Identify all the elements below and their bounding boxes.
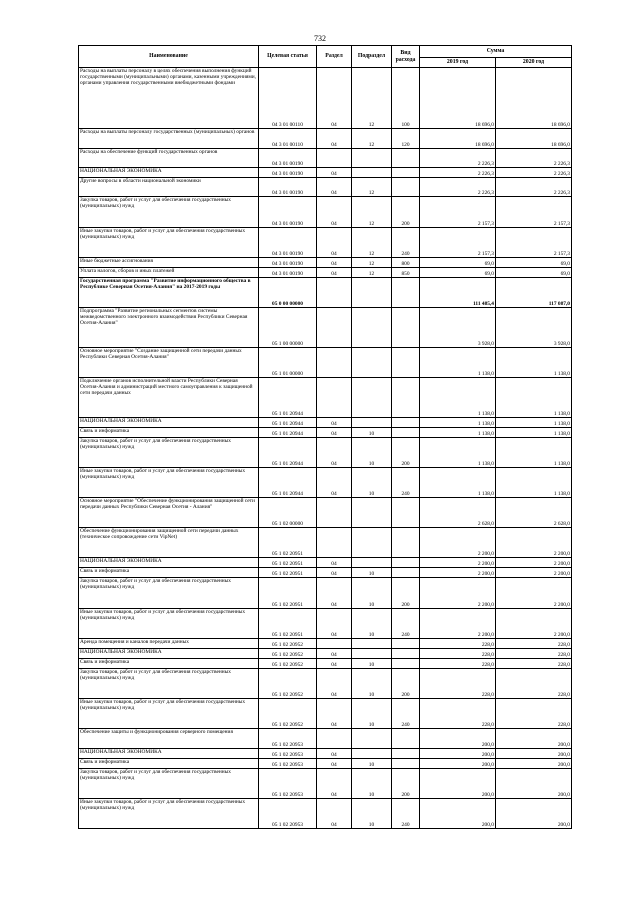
cell-target: 05 1 02 20953 — [259, 799, 317, 829]
cell-2020: 2 200,0 — [496, 578, 572, 609]
cell-2020: 2 226,3 — [496, 168, 572, 178]
header-subsection: Подраздел — [352, 46, 392, 68]
cell-exp-type — [392, 428, 420, 438]
cell-section — [317, 278, 352, 308]
table-row — [79, 498, 572, 528]
cell-subsection — [352, 348, 392, 378]
table-row — [79, 278, 572, 308]
cell-subsection: 10 — [352, 659, 392, 669]
cell-2020: 200,0 — [496, 759, 572, 769]
cell-subsection — [352, 418, 392, 428]
cell-exp-type — [392, 749, 420, 759]
cell-name: Закупка товаров, работ и услуг для обеспечения государственных (муниципальных) нужд — [79, 669, 259, 699]
cell-subsection: 12 — [352, 129, 392, 149]
cell-2019: 1 138,0 — [420, 468, 496, 498]
cell-exp-type — [392, 278, 420, 308]
cell-target: 05 0 00 00000 — [259, 278, 317, 308]
cell-section: 04 — [317, 228, 352, 258]
table-row — [79, 609, 572, 639]
cell-2020: 2 200,0 — [496, 609, 572, 639]
cell-2019: 1 138,0 — [420, 348, 496, 378]
table-row — [79, 129, 572, 149]
cell-name: Иные закупки товаров, работ и услуг для обеспечения государственных (муниципальных) нужд — [79, 799, 259, 829]
cell-section — [317, 348, 352, 378]
cell-name: Иные закупки товаров, работ и услуг для обеспечения государственных (муниципальных) нужд — [79, 228, 259, 258]
table-row — [79, 428, 572, 438]
cell-2020: 228,0 — [496, 639, 572, 649]
cell-section: 04 — [317, 197, 352, 228]
cell-exp-type: 200 — [392, 197, 420, 228]
cell-name: Закупка товаров, работ и услуг для обеспечения государственных (муниципальных) нужд — [79, 578, 259, 609]
cell-name: Иные закупки товаров, работ и услуг для обеспечения государственных (муниципальных) нужд — [79, 468, 259, 498]
cell-exp-type — [392, 308, 420, 348]
cell-2019: 2 200,0 — [420, 528, 496, 558]
cell-target: 05 1 02 20953 — [259, 759, 317, 769]
cell-target: 04 3 01 00110 — [259, 129, 317, 149]
cell-exp-type: 100 — [392, 68, 420, 129]
table-row — [79, 258, 572, 268]
cell-section: 04 — [317, 799, 352, 829]
cell-exp-type — [392, 168, 420, 178]
cell-target: 05 1 01 00000 — [259, 348, 317, 378]
cell-target: 05 1 02 20953 — [259, 749, 317, 759]
cell-target: 05 1 01 20944 — [259, 428, 317, 438]
cell-name: Иные бюджетные ассигнования — [79, 258, 259, 268]
cell-name: Расходы на выплаты персоналу государственных (муниципальных) органов — [79, 129, 259, 149]
cell-2020: 18 696,0 — [496, 68, 572, 129]
cell-exp-type — [392, 759, 420, 769]
table-row — [79, 578, 572, 609]
cell-2019: 2 157,3 — [420, 197, 496, 228]
table-row — [79, 468, 572, 498]
cell-section: 04 — [317, 438, 352, 468]
table-row — [79, 418, 572, 428]
cell-target: 05 1 01 20944 — [259, 468, 317, 498]
cell-name: Иные закупки товаров, работ и услуг для обеспечения государственных (муниципальных) нужд — [79, 699, 259, 729]
cell-section: 04 — [317, 168, 352, 178]
cell-section: 04 — [317, 129, 352, 149]
cell-exp-type: 850 — [392, 268, 420, 278]
header-exp-type: Вид расхода — [392, 46, 420, 68]
cell-name: Закупка товаров, работ и услуг для обеспечения государственных (муниципальных) нужд — [79, 438, 259, 468]
page-number: 732 — [314, 34, 326, 43]
cell-subsection: 12 — [352, 178, 392, 197]
cell-2019: 2 200,0 — [420, 609, 496, 639]
cell-2020: 1 138,0 — [496, 428, 572, 438]
cell-subsection — [352, 378, 392, 418]
cell-section — [317, 729, 352, 749]
table-row — [79, 528, 572, 558]
cell-2019: 2 226,3 — [420, 149, 496, 168]
cell-name: Расходы на обеспечение функций государственных органов — [79, 149, 259, 168]
table-row — [79, 639, 572, 649]
cell-2019: 2 200,0 — [420, 558, 496, 568]
cell-exp-type — [392, 178, 420, 197]
cell-subsection: 10 — [352, 578, 392, 609]
cell-2020: 2 157,3 — [496, 228, 572, 258]
cell-subsection — [352, 149, 392, 168]
header-target: Целевая статья — [259, 46, 317, 68]
cell-section — [317, 378, 352, 418]
cell-subsection: 12 — [352, 228, 392, 258]
table-row — [79, 268, 572, 278]
cell-2019: 2 200,0 — [420, 568, 496, 578]
cell-target: 04 3 01 00190 — [259, 228, 317, 258]
cell-name: Подключение органов исполнительной власти Республики Северная Осетия-Алания и администраций местного самоуправления к защищенной сети передачи данных — [79, 378, 259, 418]
table-row — [79, 769, 572, 799]
cell-section: 04 — [317, 769, 352, 799]
budget-table — [78, 45, 572, 829]
cell-2020: 200,0 — [496, 799, 572, 829]
cell-target: 05 1 01 20944 — [259, 438, 317, 468]
cell-target: 04 3 01 00190 — [259, 178, 317, 197]
cell-2019: 2 226,3 — [420, 168, 496, 178]
cell-2019: 69,0 — [420, 268, 496, 278]
cell-target: 04 3 01 00110 — [259, 68, 317, 129]
cell-2019: 228,0 — [420, 699, 496, 729]
cell-subsection: 10 — [352, 428, 392, 438]
cell-2019: 200,0 — [420, 759, 496, 769]
table-row — [79, 149, 572, 168]
cell-name: Связь и информатика — [79, 428, 259, 438]
cell-name: Связь и информатика — [79, 568, 259, 578]
cell-target: 04 3 01 00190 — [259, 168, 317, 178]
cell-section: 04 — [317, 578, 352, 609]
cell-target: 04 3 01 00190 — [259, 268, 317, 278]
cell-2020: 228,0 — [496, 649, 572, 659]
table-row — [79, 568, 572, 578]
cell-exp-type — [392, 558, 420, 568]
cell-2019: 228,0 — [420, 669, 496, 699]
cell-2020: 2 226,3 — [496, 178, 572, 197]
cell-subsection — [352, 749, 392, 759]
table-row — [79, 68, 572, 129]
cell-2020: 228,0 — [496, 699, 572, 729]
cell-exp-type — [392, 729, 420, 749]
cell-subsection — [352, 649, 392, 659]
cell-2020: 69,0 — [496, 258, 572, 268]
cell-2019: 18 696,0 — [420, 129, 496, 149]
cell-name: Основное мероприятие "Создание защищенной сети передачи данных Республики Северная Осетия-Алания" — [79, 348, 259, 378]
cell-subsection: 12 — [352, 268, 392, 278]
cell-subsection: 12 — [352, 68, 392, 129]
cell-target: 05 1 02 00000 — [259, 498, 317, 528]
cell-name: Уплата налогов, сборов и иных платежей — [79, 268, 259, 278]
cell-2020: 18 696,0 — [496, 129, 572, 149]
table-row — [79, 438, 572, 468]
cell-name: НАЦИОНАЛЬНАЯ ЭКОНОМИКА — [79, 418, 259, 428]
cell-exp-type — [392, 659, 420, 669]
cell-2019: 1 138,0 — [420, 378, 496, 418]
table-row — [79, 348, 572, 378]
cell-name: Закупка товаров, работ и услуг для обеспечения государственных (муниципальных) нужд — [79, 769, 259, 799]
table-row — [79, 799, 572, 829]
cell-2020: 200,0 — [496, 769, 572, 799]
cell-subsection: 10 — [352, 769, 392, 799]
cell-target: 05 1 02 20952 — [259, 649, 317, 659]
cell-section: 04 — [317, 178, 352, 197]
cell-section — [317, 528, 352, 558]
cell-2020: 200,0 — [496, 729, 572, 749]
table-row — [79, 649, 572, 659]
cell-target: 05 1 02 20953 — [259, 769, 317, 799]
cell-2020: 117 087,0 — [496, 278, 572, 308]
cell-name: Обеспечение защиты и функционирования серверного помещения — [79, 729, 259, 749]
cell-2019: 228,0 — [420, 639, 496, 649]
cell-section: 04 — [317, 428, 352, 438]
table-row — [79, 659, 572, 669]
cell-target: 04 3 01 00190 — [259, 149, 317, 168]
cell-section: 04 — [317, 68, 352, 129]
cell-2019: 18 696,0 — [420, 68, 496, 129]
cell-target: 04 3 01 00190 — [259, 258, 317, 268]
cell-section: 04 — [317, 759, 352, 769]
cell-subsection: 10 — [352, 609, 392, 639]
cell-exp-type: 120 — [392, 129, 420, 149]
cell-subsection — [352, 558, 392, 568]
cell-2019: 200,0 — [420, 769, 496, 799]
cell-subsection — [352, 498, 392, 528]
header-section: Раздел — [317, 46, 352, 68]
cell-2020: 2 200,0 — [496, 568, 572, 578]
cell-section: 04 — [317, 468, 352, 498]
cell-exp-type: 240 — [392, 228, 420, 258]
cell-subsection: 10 — [352, 799, 392, 829]
cell-name: НАЦИОНАЛЬНАЯ ЭКОНОМИКА — [79, 168, 259, 178]
cell-target: 05 1 02 20952 — [259, 699, 317, 729]
cell-2020: 1 138,0 — [496, 438, 572, 468]
cell-target: 05 1 02 20951 — [259, 568, 317, 578]
cell-name: Основное мероприятие "Обеспечение функционирования защищенной сети передачи данных Республики Северная Осетия - Алания" — [79, 498, 259, 528]
cell-section — [317, 149, 352, 168]
cell-section: 04 — [317, 258, 352, 268]
cell-target: 05 1 02 20952 — [259, 639, 317, 649]
cell-exp-type: 200 — [392, 438, 420, 468]
cell-name: Расходы на выплаты персоналу в целях обеспечения выполнения функций государственными (муниципальными) органами, казенными учреждениями, органами управления государственными внебюджетными фондами — [79, 68, 259, 129]
cell-exp-type — [392, 418, 420, 428]
cell-section: 04 — [317, 749, 352, 759]
cell-section — [317, 639, 352, 649]
cell-2020: 1 138,0 — [496, 348, 572, 378]
cell-exp-type — [392, 149, 420, 168]
cell-name: Аренда помещения и каналов передачи данных — [79, 639, 259, 649]
cell-section — [317, 498, 352, 528]
cell-2020: 3 928,0 — [496, 308, 572, 348]
cell-2019: 2 200,0 — [420, 578, 496, 609]
cell-section: 04 — [317, 669, 352, 699]
cell-section: 04 — [317, 659, 352, 669]
table-row — [79, 308, 572, 348]
cell-2020: 2 226,3 — [496, 149, 572, 168]
cell-exp-type: 240 — [392, 699, 420, 729]
table-row — [79, 178, 572, 197]
cell-target: 05 1 02 20953 — [259, 729, 317, 749]
cell-section: 04 — [317, 268, 352, 278]
cell-2020: 2 157,3 — [496, 197, 572, 228]
cell-target: 05 1 01 20944 — [259, 378, 317, 418]
cell-subsection — [352, 308, 392, 348]
cell-name: НАЦИОНАЛЬНАЯ ЭКОНОМИКА — [79, 649, 259, 659]
table-body — [79, 68, 572, 829]
cell-2020: 1 138,0 — [496, 418, 572, 428]
cell-name: Закупка товаров, работ и услуг для обеспечения государственных (муниципальных) нужд — [79, 197, 259, 228]
cell-name: Подпрограмма "Развитие региональных сегментов системы межведомственного электронного взаимодействия Республики Северная Осетия-Алания" — [79, 308, 259, 348]
cell-section: 04 — [317, 609, 352, 639]
cell-2019: 111 485,4 — [420, 278, 496, 308]
cell-exp-type: 240 — [392, 799, 420, 829]
cell-target: 05 1 02 20951 — [259, 578, 317, 609]
cell-name: Государственная программа "Развитие информационного общества в Республике Северная Осетия-Алания" на 2017-2019 годы — [79, 278, 259, 308]
cell-exp-type: 240 — [392, 468, 420, 498]
cell-exp-type — [392, 568, 420, 578]
cell-2019: 1 138,0 — [420, 428, 496, 438]
cell-2019: 228,0 — [420, 659, 496, 669]
cell-2020: 1 138,0 — [496, 378, 572, 418]
cell-name: Иные закупки товаров, работ и услуг для обеспечения государственных (муниципальных) нужд — [79, 609, 259, 639]
cell-subsection: 10 — [352, 468, 392, 498]
cell-subsection — [352, 729, 392, 749]
cell-2019: 69,0 — [420, 258, 496, 268]
cell-2019: 2 226,3 — [420, 178, 496, 197]
cell-name: НАЦИОНАЛЬНАЯ ЭКОНОМИКА — [79, 749, 259, 759]
table-row — [79, 729, 572, 749]
cell-2020: 2 200,0 — [496, 528, 572, 558]
cell-exp-type: 200 — [392, 669, 420, 699]
table-row — [79, 228, 572, 258]
cell-name: НАЦИОНАЛЬНАЯ ЭКОНОМИКА — [79, 558, 259, 568]
cell-subsection: 10 — [352, 568, 392, 578]
cell-section — [317, 308, 352, 348]
cell-subsection: 10 — [352, 699, 392, 729]
cell-exp-type — [392, 378, 420, 418]
cell-2019: 228,0 — [420, 649, 496, 659]
table-row — [79, 378, 572, 418]
cell-exp-type — [392, 649, 420, 659]
cell-name: Обеспечение функционирования защищенной сети передачи данных (техническое сопровождение сети VipNet) — [79, 528, 259, 558]
cell-target: 05 1 01 20944 — [259, 418, 317, 428]
cell-2019: 200,0 — [420, 729, 496, 749]
cell-section: 04 — [317, 418, 352, 428]
cell-exp-type: 200 — [392, 578, 420, 609]
cell-subsection: 10 — [352, 669, 392, 699]
cell-exp-type — [392, 498, 420, 528]
cell-subsection: 12 — [352, 197, 392, 228]
cell-target: 05 1 02 20952 — [259, 659, 317, 669]
cell-2019: 2 157,3 — [420, 228, 496, 258]
cell-exp-type: 240 — [392, 609, 420, 639]
cell-name: Связь и информатика — [79, 759, 259, 769]
cell-subsection: 10 — [352, 438, 392, 468]
cell-exp-type — [392, 639, 420, 649]
cell-2020: 2 628,0 — [496, 498, 572, 528]
cell-2020: 2 200,0 — [496, 558, 572, 568]
table-row — [79, 558, 572, 568]
cell-subsection — [352, 168, 392, 178]
cell-2019: 200,0 — [420, 799, 496, 829]
table-row — [79, 759, 572, 769]
cell-section: 04 — [317, 558, 352, 568]
cell-2019: 2 628,0 — [420, 498, 496, 528]
cell-2020: 228,0 — [496, 669, 572, 699]
cell-section: 04 — [317, 568, 352, 578]
cell-target: 05 1 02 20951 — [259, 558, 317, 568]
cell-subsection: 10 — [352, 759, 392, 769]
table-row — [79, 669, 572, 699]
cell-2019: 3 928,0 — [420, 308, 496, 348]
cell-target: 05 1 00 00000 — [259, 308, 317, 348]
table-row — [79, 749, 572, 759]
cell-subsection — [352, 278, 392, 308]
table-row — [79, 168, 572, 178]
header-2019: 2019 год — [420, 58, 496, 68]
cell-exp-type: 800 — [392, 258, 420, 268]
cell-2019: 200,0 — [420, 749, 496, 759]
cell-2020: 200,0 — [496, 749, 572, 759]
cell-subsection — [352, 639, 392, 649]
cell-target: 04 3 01 00190 — [259, 197, 317, 228]
cell-2020: 69,0 — [496, 268, 572, 278]
header-2020: 2020 год — [496, 58, 572, 68]
cell-name: Другие вопросы в области национальной экономики — [79, 178, 259, 197]
cell-name: Связь и информатика — [79, 659, 259, 669]
cell-target: 05 1 02 20952 — [259, 669, 317, 699]
cell-section: 04 — [317, 699, 352, 729]
cell-section: 04 — [317, 649, 352, 659]
cell-target: 05 1 02 20951 — [259, 609, 317, 639]
cell-exp-type — [392, 528, 420, 558]
cell-subsection — [352, 528, 392, 558]
header-name: Наименование — [79, 46, 259, 68]
table-row — [79, 197, 572, 228]
cell-2019: 1 138,0 — [420, 418, 496, 428]
table-row — [79, 699, 572, 729]
cell-2019: 1 138,0 — [420, 438, 496, 468]
header-sum: Сумма — [420, 46, 572, 58]
cell-exp-type: 200 — [392, 769, 420, 799]
cell-2020: 228,0 — [496, 659, 572, 669]
cell-exp-type — [392, 348, 420, 378]
cell-2020: 1 138,0 — [496, 468, 572, 498]
cell-target: 05 1 02 20951 — [259, 528, 317, 558]
cell-subsection: 12 — [352, 258, 392, 268]
